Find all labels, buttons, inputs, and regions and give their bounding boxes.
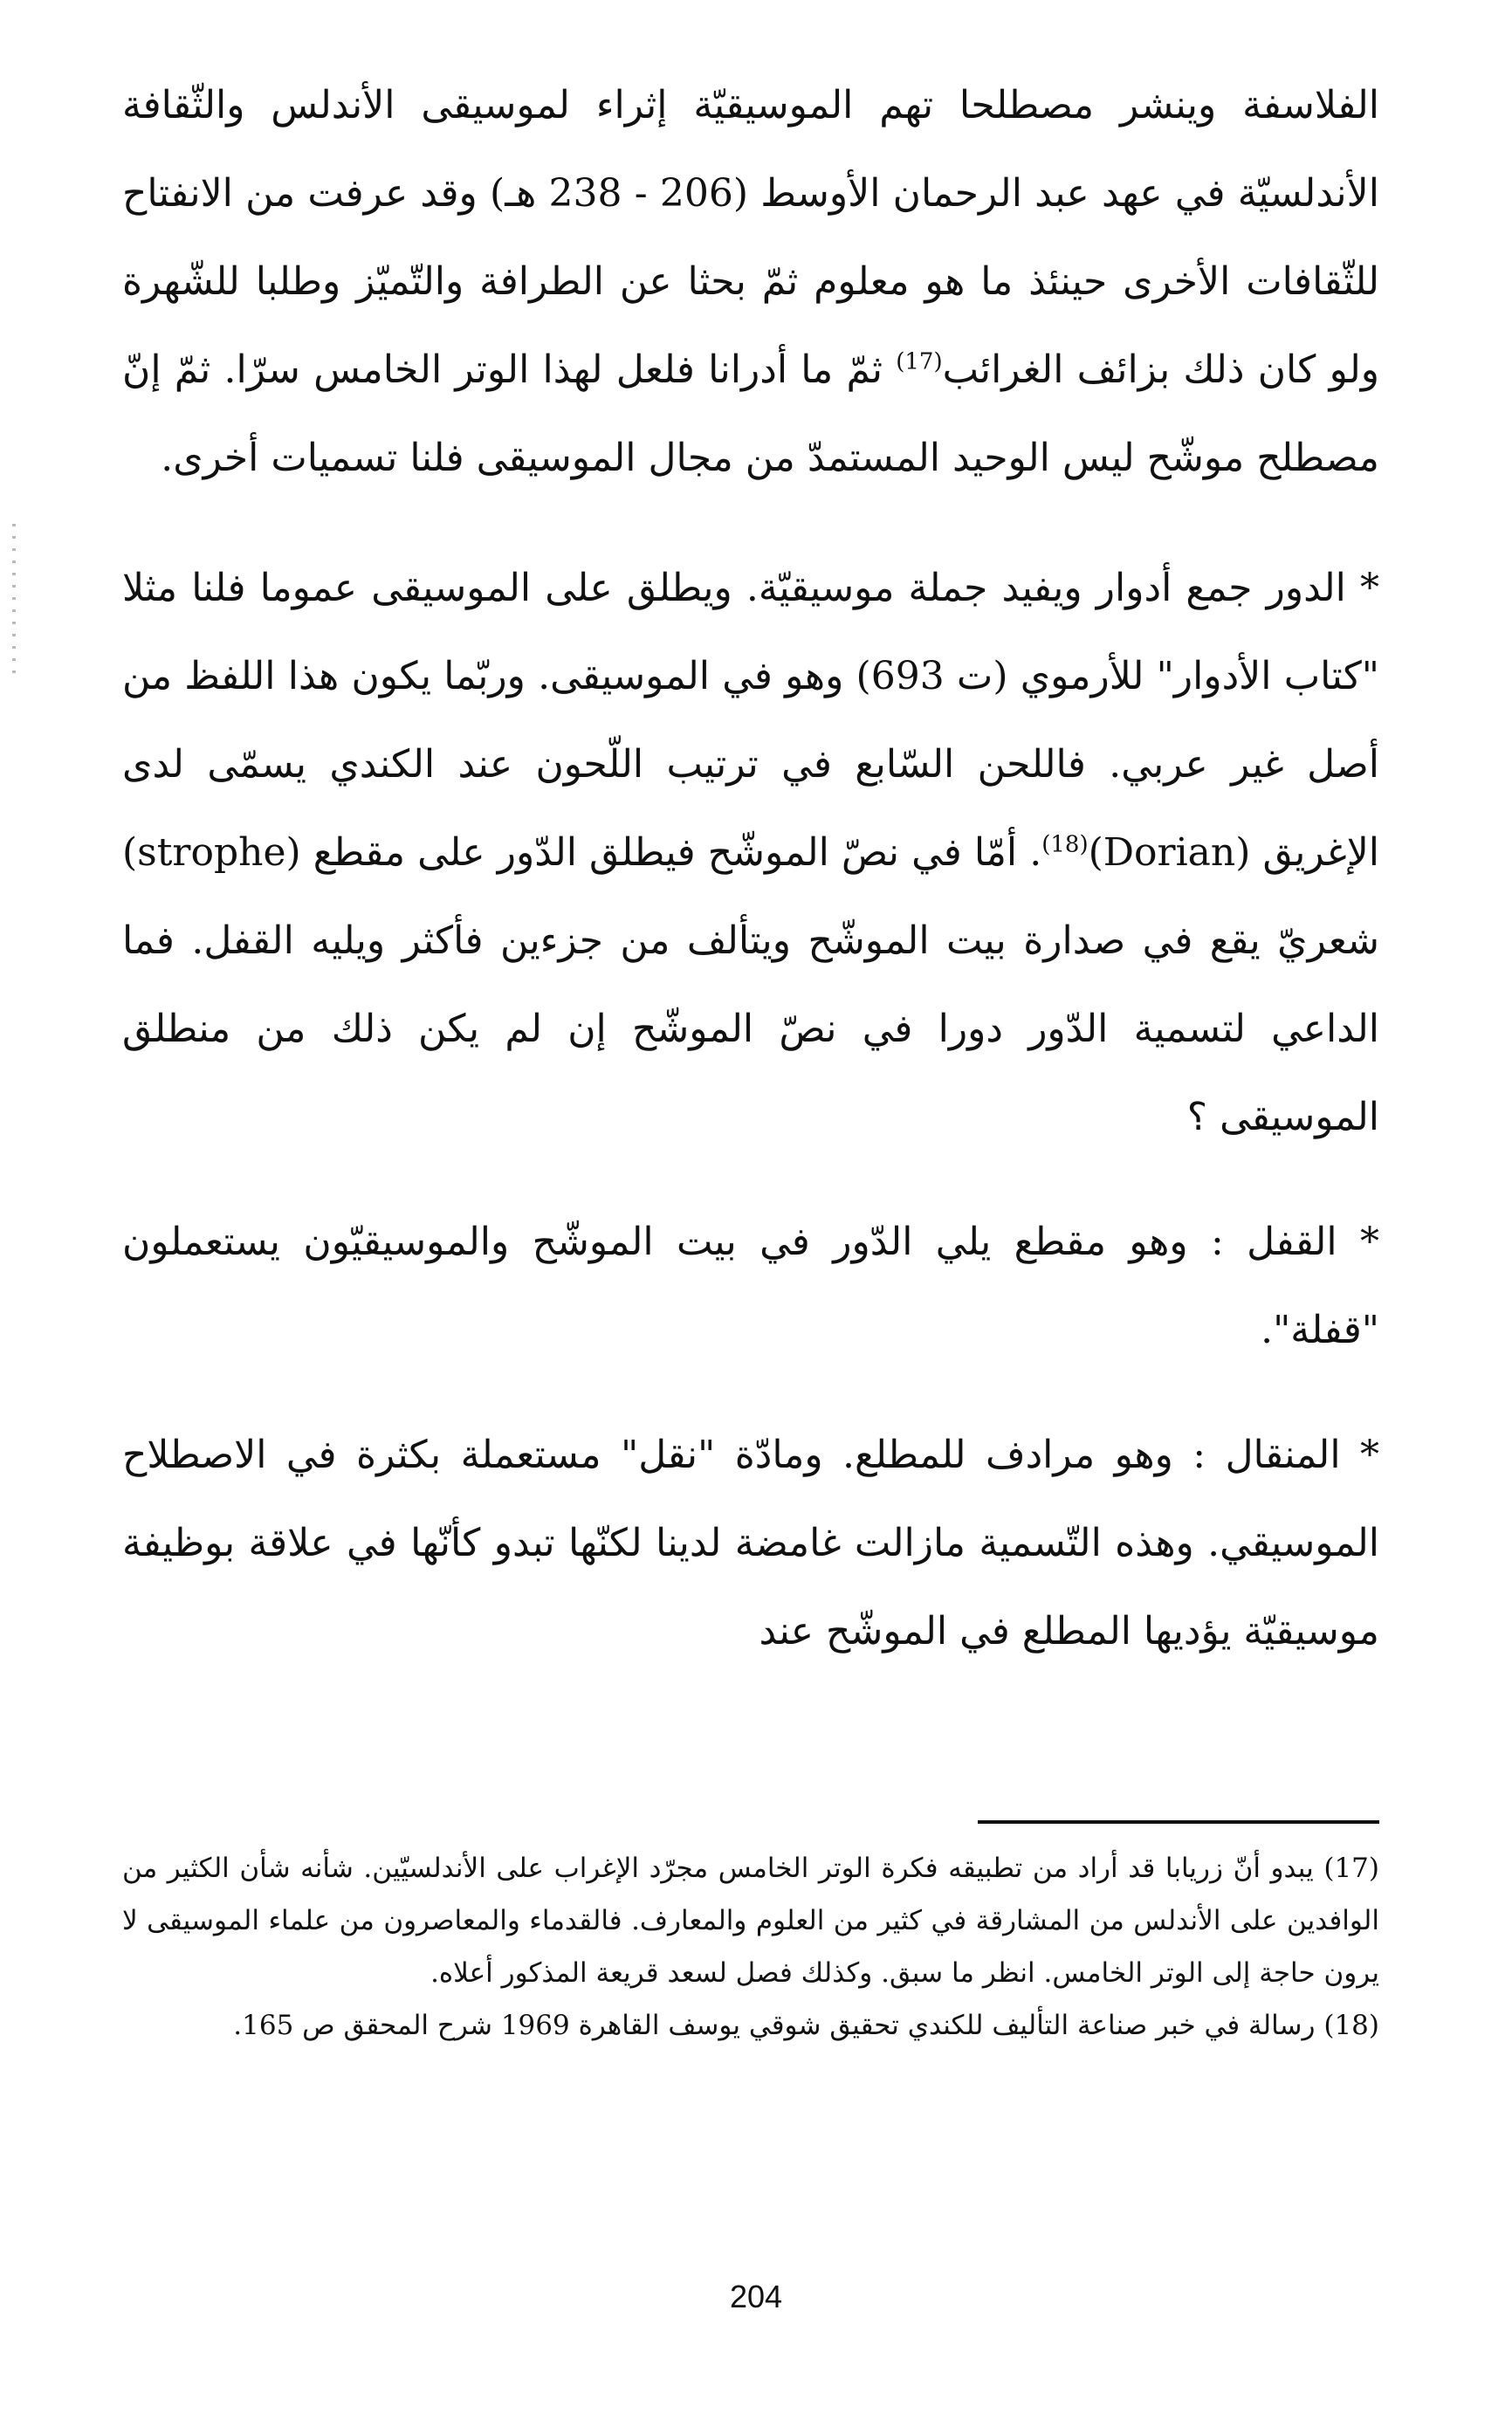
footnote-17: (17) يبدو أنّ زريابا قد أراد من تطبيقه فكرة الوتر الخامس مجرّد الإغراب على الأندلسيّين. شأنه شأن الكثير من الوافدين على الأندلس من المشارقة في كثير من العلوم والمعارف. فالقدماء والمعاصرون من علماء الموسيقى لا يرون حاجة إلى الوتر الخامس. انظر ما سبق. وكذلك فصل لسعد قريعة المذكور أعلاه.: [122, 1853, 1379, 1989]
page-number: 204: [729, 2279, 783, 2314]
margin-scan-dots: [12, 524, 16, 681]
paragraph-intro-a: الفلاسفة وينشر مصطلحا تهم الموسيقيّة إثراء لموسيقى الأندلس والثّقافة الأندلسيّة في عهد عبد الرحمان الأوسط (206 - 238 هـ) وقد عرفت من الانفتاح للثّقافات الأخرى حينئذ ما هو معلوم ثمّ بحثا عن الطرافة والتّميّز وطلبا للشّهرة ولو كان ذلك بزائف الغرائب: [122, 83, 1379, 392]
footnote-ref-18: (18): [1041, 831, 1089, 858]
paragraph-intro-b: ثمّ ما أدرانا فلعل لهذا الوتر الخامس سرّا. ثمّ إنّ مصطلح موشّح ليس الوحيد المستمدّ من مجال الموسيقى فلنا تسميات أخرى.: [122, 347, 1379, 480]
footnote-18: (18) رسالة في خبر صناعة التأليف للكندي تحقيق شوقي يوسف القاهرة 1969 شرح المحقق ص 165.: [233, 2010, 1379, 2041]
paragraph-manqal: * المنقال : وهو مرادف للمطلع. ومادّة "نقل" مستعملة بكثرة في الاصطلاح الموسيقي. وهذه التّسمية مازالت غامضة لدينا لكنّها تبدو كأنّها في علاقة بوظيفة موسيقيّة يؤديها المطلع في الموشّح عند: [122, 1433, 1379, 1654]
paragraph-qufl: * القفل : وهو مقطع يلي الدّور في بيت الموشّح والموسيقيّون يستعملون "قفلة".: [122, 1220, 1379, 1352]
footnote-ref-17: (17): [896, 348, 943, 375]
paragraph-dawr: [122, 544, 1379, 1161]
paragraph-intro: [122, 61, 1379, 502]
footnotes: [122, 1842, 1379, 2052]
main-text: [122, 61, 1379, 1675]
footnote-separator: [978, 1820, 1379, 1824]
paragraph-dawr-a: * الدور جمع أدوار ويفيد جملة موسيقيّة. ويطلق على الموسيقى عموما فلنا مثلا "كتاب الأدوار" للأرموي (ت 693) وهو في الموسيقى. وربّما يكون هذا اللفظ من أصل غير عربي. فاللحن السّابع في ترتيب اللّحون عند الكندي يسمّى لدى الإغريق (Dorian): [122, 566, 1380, 875]
paragraph-dawr-b: . أمّا في نصّ الموشّح فيطلق الدّور على مقطع (strophe) شعريّ يقع في صدارة بيت الموشّح ويتألف من جزءين فأكثر ويليه القفل. فما الداعي لتسمية الدّور دورا في نصّ الموشّح إن لم يكن ذلك من منطلق الموسيقى ؟: [122, 830, 1379, 1139]
